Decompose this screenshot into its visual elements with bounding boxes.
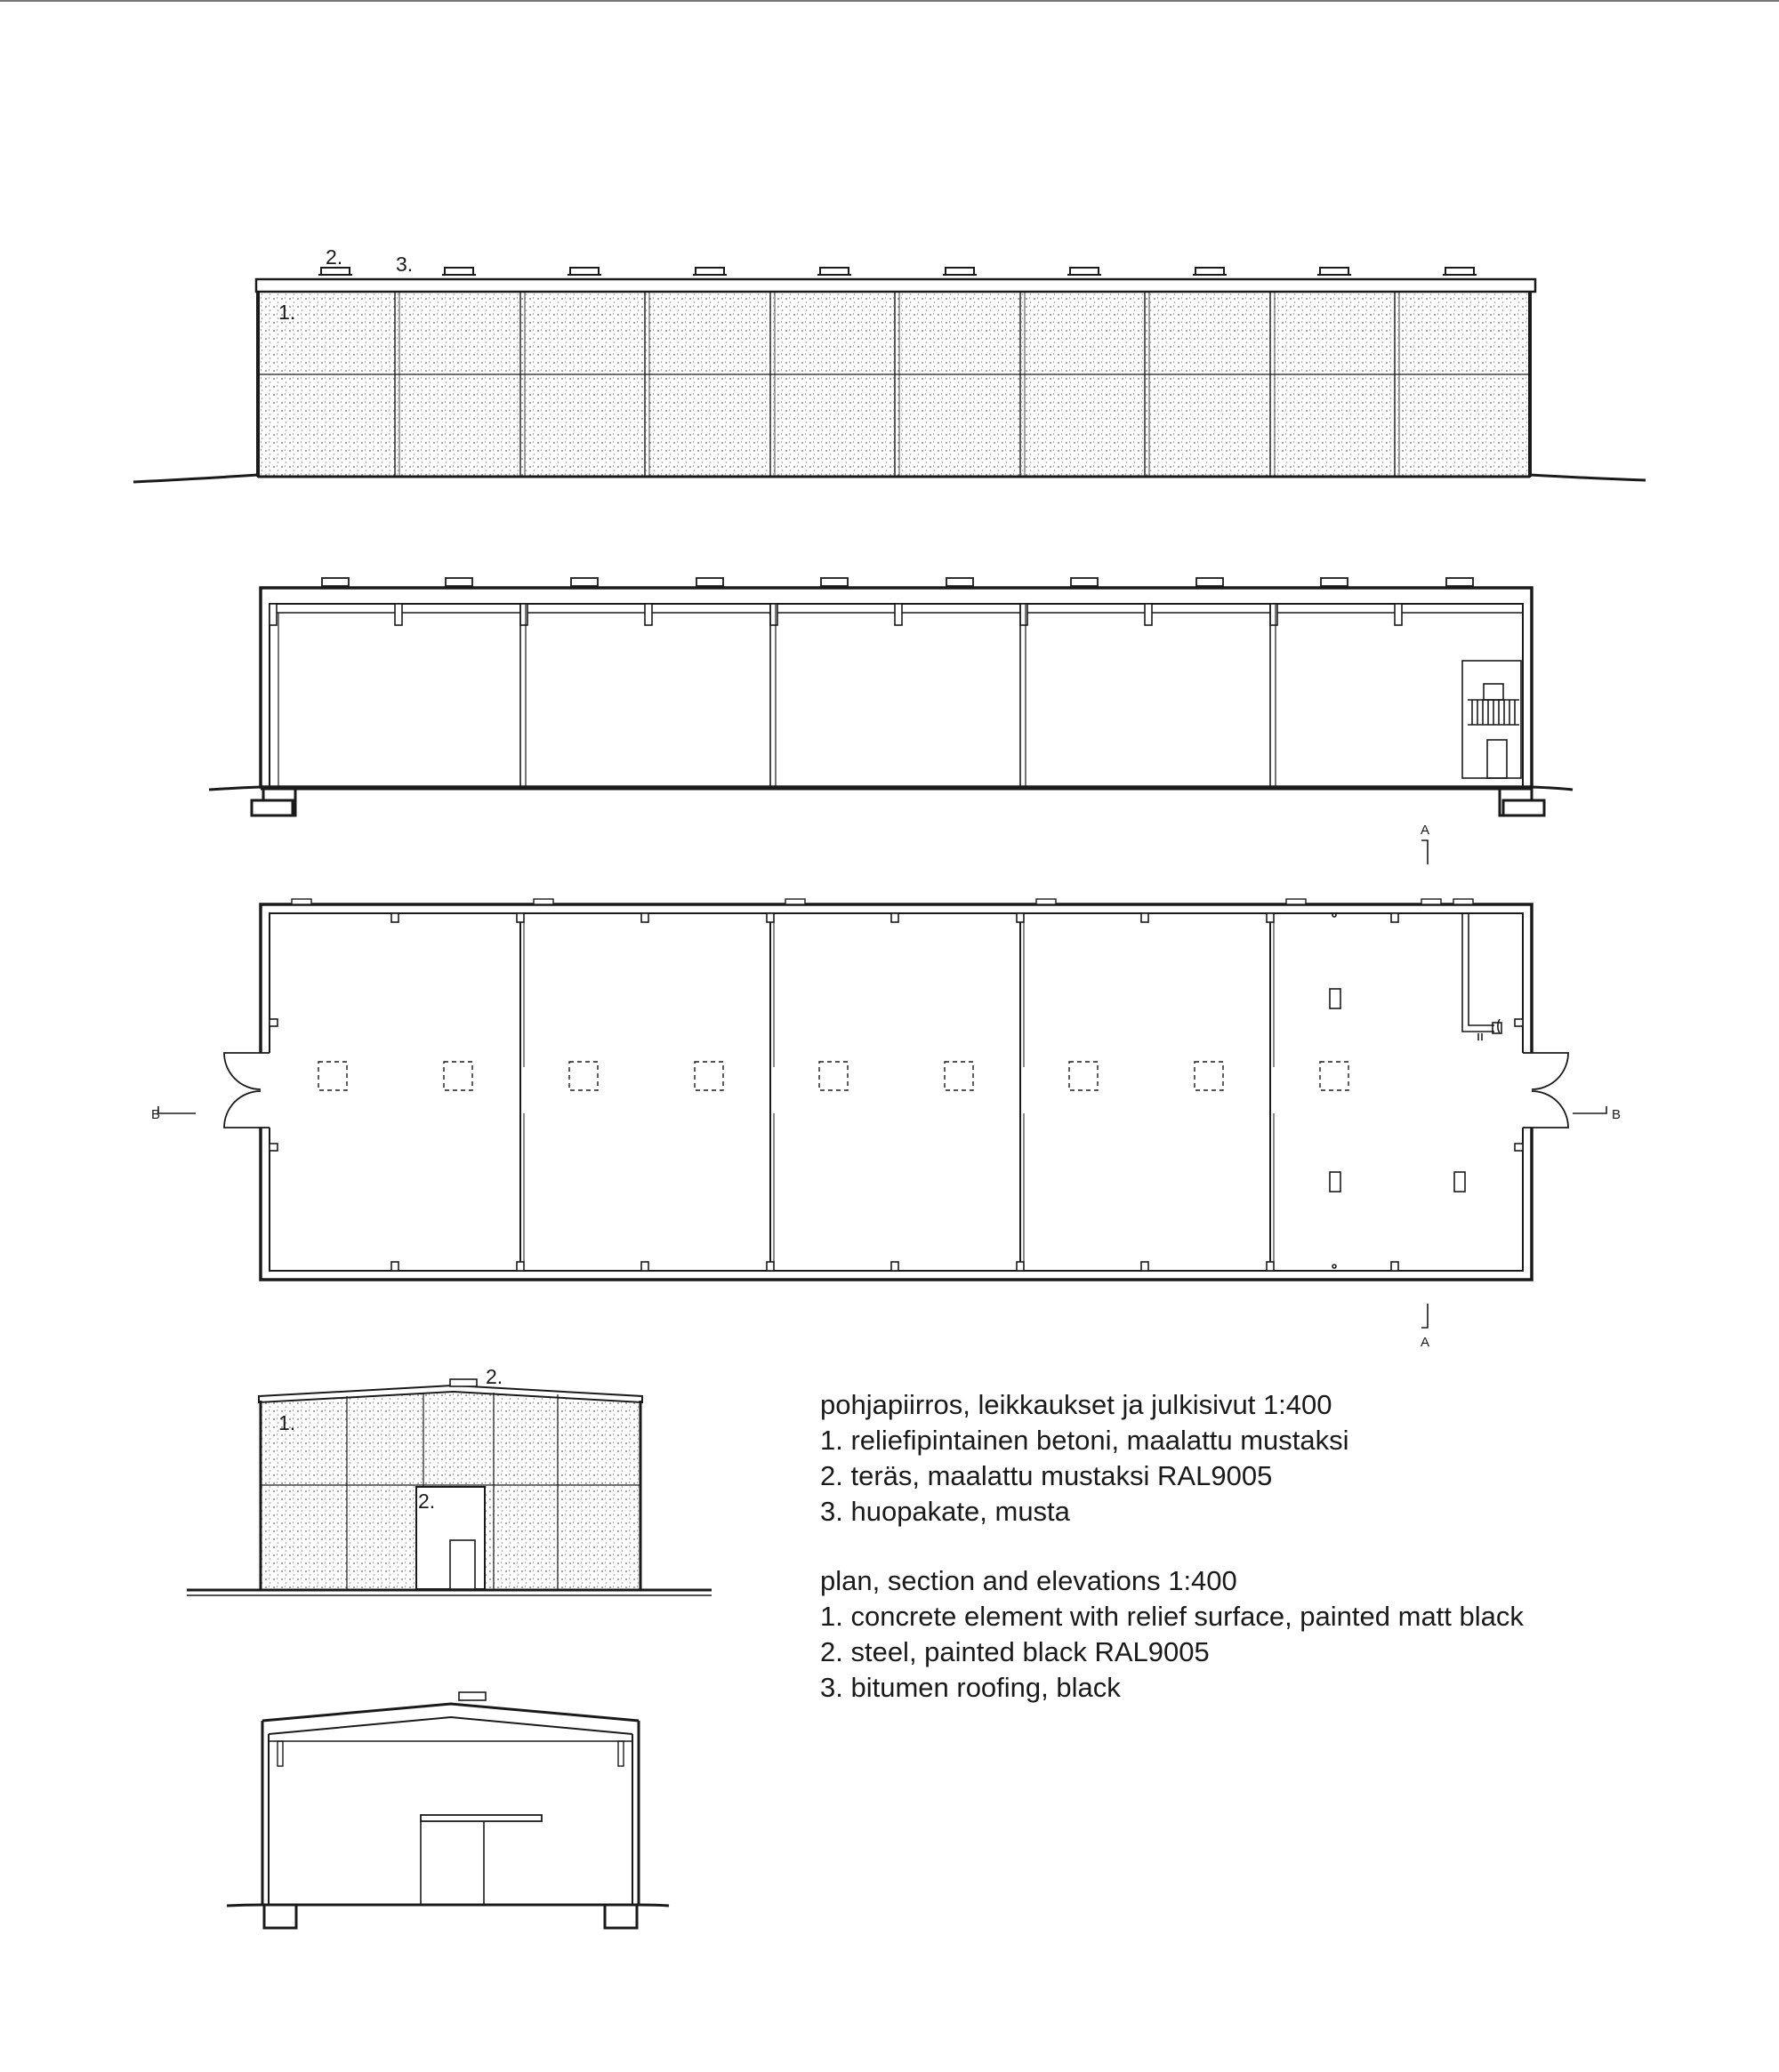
skylight-opening-dashed [1195, 1062, 1223, 1090]
skylight [946, 268, 974, 275]
pilaster [391, 1262, 398, 1271]
pilaster [270, 1019, 278, 1026]
skylight [946, 578, 973, 586]
roof-mark [292, 899, 311, 904]
cross-section-a-a [227, 1692, 669, 1928]
skylight [322, 578, 349, 586]
pilaster [1267, 1262, 1274, 1271]
pilaster [517, 913, 524, 922]
skylight [570, 268, 599, 275]
legend-fi-item-1: 1. reliefipintainen betoni, maalattu mustaksi [820, 1425, 1349, 1456]
pilaster [270, 1144, 278, 1151]
legend-en-item-1: 1. concrete element with relief surface, painted matt black [820, 1601, 1524, 1632]
pilaster [1515, 1144, 1523, 1151]
roof-mark [534, 899, 553, 904]
pilaster [1017, 913, 1024, 922]
skylight-opening-dashed [444, 1062, 472, 1090]
skylight [820, 268, 849, 275]
skylight-opening-dashed [318, 1062, 347, 1090]
roof-mark [1453, 899, 1473, 904]
pilaster [1141, 1262, 1148, 1271]
beam-stub [645, 604, 652, 625]
skylight [1445, 268, 1474, 275]
legend-en-heading: plan, section and elevations 1:400 [820, 1565, 1237, 1596]
skylight-opening-dashed [819, 1062, 848, 1090]
pilaster [1391, 913, 1398, 922]
skylight [696, 578, 723, 586]
section-marker-a-bottom: A [1421, 1335, 1430, 1350]
callout-concrete-long: 1. [278, 301, 296, 324]
legend [820, 1387, 1710, 1706]
pilaster [891, 1262, 898, 1271]
pilaster [891, 913, 898, 922]
skylight [1070, 268, 1099, 275]
skylight-opening-dashed [569, 1062, 598, 1090]
pilaster [517, 1262, 524, 1271]
skylight [696, 268, 724, 275]
beam-stub [1145, 604, 1152, 625]
end-elevation [187, 1379, 712, 1595]
pilaster [641, 1262, 648, 1271]
roof-mark [1036, 899, 1056, 904]
section-marker-b-right: B [1612, 1107, 1622, 1122]
skylight [321, 268, 350, 275]
pilaster [1515, 1019, 1523, 1026]
callout-steel-end-roof: 2. [486, 1365, 503, 1388]
pilaster [767, 1262, 774, 1271]
callout-concrete-end: 1. [278, 1411, 296, 1434]
callout-roofing-long: 3. [396, 253, 414, 276]
beam-stub [270, 604, 277, 625]
section-marker-a-top: A [1421, 823, 1430, 838]
skylight-opening-dashed [1069, 1062, 1098, 1090]
legend-fi-heading: pohjapiirros, leikkaukset ja julkisivut 1:400 [820, 1389, 1332, 1420]
legend-fi-item-2: 2. teräs, maalattu mustaksi RAL9005 [820, 1460, 1273, 1491]
skylight [1071, 578, 1098, 586]
pilaster [391, 913, 398, 922]
roof-mark [1421, 899, 1441, 904]
beam-stub [1270, 604, 1277, 625]
roof-mark [785, 899, 805, 904]
long-side-elevation [133, 268, 1646, 482]
beam-stub [520, 604, 527, 625]
pilaster [1267, 913, 1274, 922]
floor-plan [158, 840, 1606, 1328]
skylight [1320, 268, 1348, 275]
pilaster [1017, 1262, 1024, 1271]
callout-steel-long: 2. [326, 245, 343, 269]
roof-mark [1286, 899, 1306, 904]
pilaster [641, 913, 648, 922]
skylight [446, 578, 472, 586]
beam-stub [395, 604, 402, 625]
skylight-opening-dashed [945, 1062, 973, 1090]
skylight-opening-dashed [1320, 1062, 1348, 1090]
legend-en-item-3: 3. bitumen roofing, black [820, 1672, 1121, 1703]
skylight [1196, 578, 1223, 586]
skylight [1446, 578, 1473, 586]
skylight [821, 578, 848, 586]
beam-stub [895, 604, 902, 625]
section-marker-b-left: B [151, 1107, 161, 1122]
beam-stub [1020, 604, 1027, 625]
long-section-b-b [209, 578, 1573, 815]
skylight [1321, 578, 1348, 586]
pilaster [1391, 1262, 1398, 1271]
beam-stub [770, 604, 777, 625]
legend-fi-item-3: 3. huopakate, musta [820, 1496, 1070, 1527]
callout-steel-end-door: 2. [418, 1490, 436, 1513]
pilaster [1141, 913, 1148, 922]
skylight [1195, 268, 1224, 275]
pilaster [767, 913, 774, 922]
skylight-opening-dashed [695, 1062, 723, 1090]
legend-en-item-2: 2. steel, painted black RAL9005 [820, 1636, 1210, 1667]
skylight [445, 268, 473, 275]
beam-stub [1395, 604, 1402, 625]
skylight [571, 578, 598, 586]
